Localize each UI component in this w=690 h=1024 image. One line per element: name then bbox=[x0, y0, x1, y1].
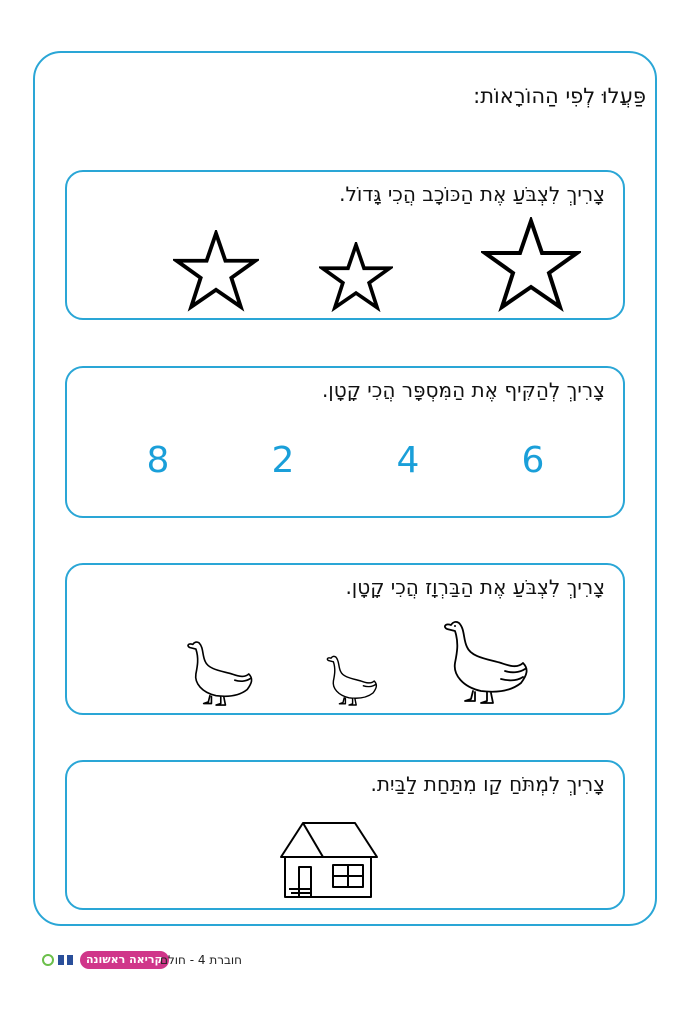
star-large-icon[interactable] bbox=[481, 217, 581, 313]
star-small-icon[interactable] bbox=[319, 242, 393, 312]
task-stars-box bbox=[65, 170, 625, 320]
task-house-box bbox=[65, 760, 625, 910]
number-option[interactable]: 4 bbox=[396, 440, 420, 481]
number-option[interactable]: 8 bbox=[146, 440, 170, 481]
number-option[interactable]: 2 bbox=[271, 440, 295, 481]
task-instruction: צָרִיךְ לְהַקִּיף אֶת הַמִּסְפָּר הֲכִי קָטָן. bbox=[321, 378, 605, 402]
publisher-logo-icon bbox=[40, 951, 76, 969]
goose-large-icon[interactable] bbox=[441, 613, 531, 708]
task-instruction: צָרִיךְ לִצְבֹּעַ אֶת הַכּוֹכָב הֲכִי גָּדוֹל. bbox=[339, 182, 605, 206]
task-instruction: צָרִיךְ לִצְבֹּעַ אֶת הַבַּרְוָז הֲכִי קָטָן. bbox=[345, 575, 605, 599]
series-badge: קריאה ראשונה bbox=[80, 951, 169, 969]
goose-medium-icon[interactable] bbox=[185, 635, 255, 709]
task-numbers-box bbox=[65, 366, 625, 518]
booklet-label: חוברת 4 - חולם bbox=[160, 953, 243, 967]
task-instruction: צָרִיךְ לִמְתֹּחַ קַו מִתַּחַת לַבַּיִת. bbox=[370, 772, 605, 796]
task-geese-box bbox=[65, 563, 625, 715]
number-option[interactable]: 6 bbox=[521, 440, 545, 481]
house-icon[interactable] bbox=[279, 819, 379, 899]
goose-small-icon[interactable] bbox=[325, 651, 379, 708]
star-medium-icon[interactable] bbox=[173, 230, 259, 312]
worksheet-heading: פַּעֲלוּ לְפִי הַהוֹרָאוֹת: bbox=[473, 84, 646, 108]
